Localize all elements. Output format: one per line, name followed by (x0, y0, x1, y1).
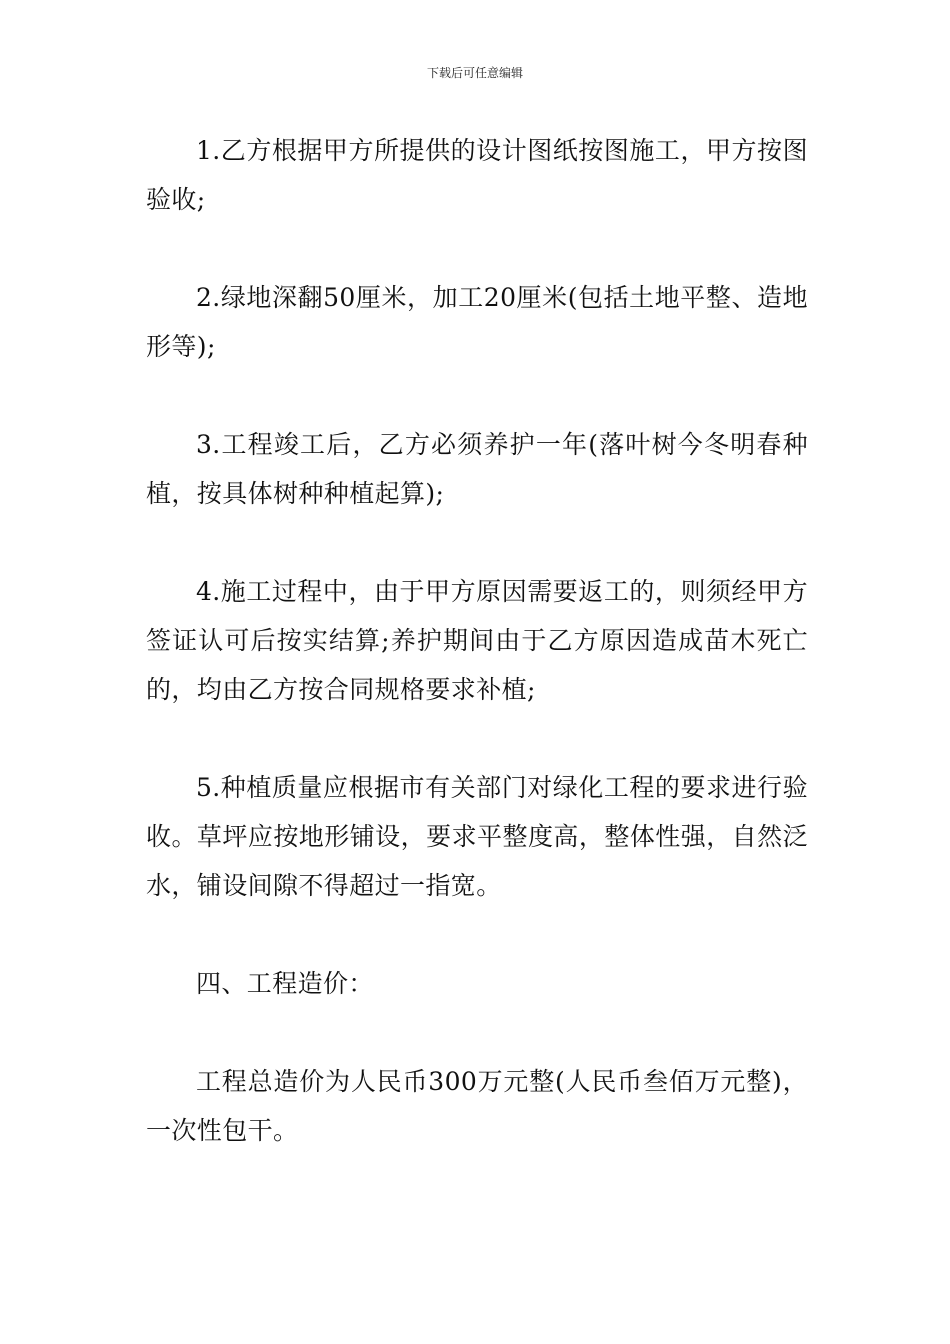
paragraph-item-1: 1.乙方根据甲方所提供的设计图纸按图施工，甲方按图验收; (146, 136, 808, 214)
page-header: 下载后可任意编辑 (426, 66, 523, 80)
paragraph-item-2: 2.绿地深翻50厘米，加工20厘米(包括土地平整、造地形等); (146, 283, 808, 361)
document-body (146, 126, 808, 1204)
paragraph-total-cost: 工程总造价为人民币300万元整(人民币叁佰万元整)，一次性包干。 (146, 1067, 808, 1145)
paragraph-item-3: 3.工程竣工后，乙方必须养护一年(落叶树今冬明春种植，按具体树种种植起算); (146, 430, 808, 508)
paragraph-item-5: 5.种植质量应根据市有关部门对绿化工程的要求进行验收。草坪应按地形铺设，要求平整度高，整体性强，自然泛水，铺设间隙不得超过一指宽。 (146, 773, 808, 900)
paragraph-item-4: 4.施工过程中，由于甲方原因需要返工的，则须经甲方签证认可后按实结算;养护期间由于乙方原因造成苗木死亡的，均由乙方按合同规格要求补植; (146, 577, 808, 704)
section-heading-cost: 四、工程造价： (196, 969, 374, 998)
